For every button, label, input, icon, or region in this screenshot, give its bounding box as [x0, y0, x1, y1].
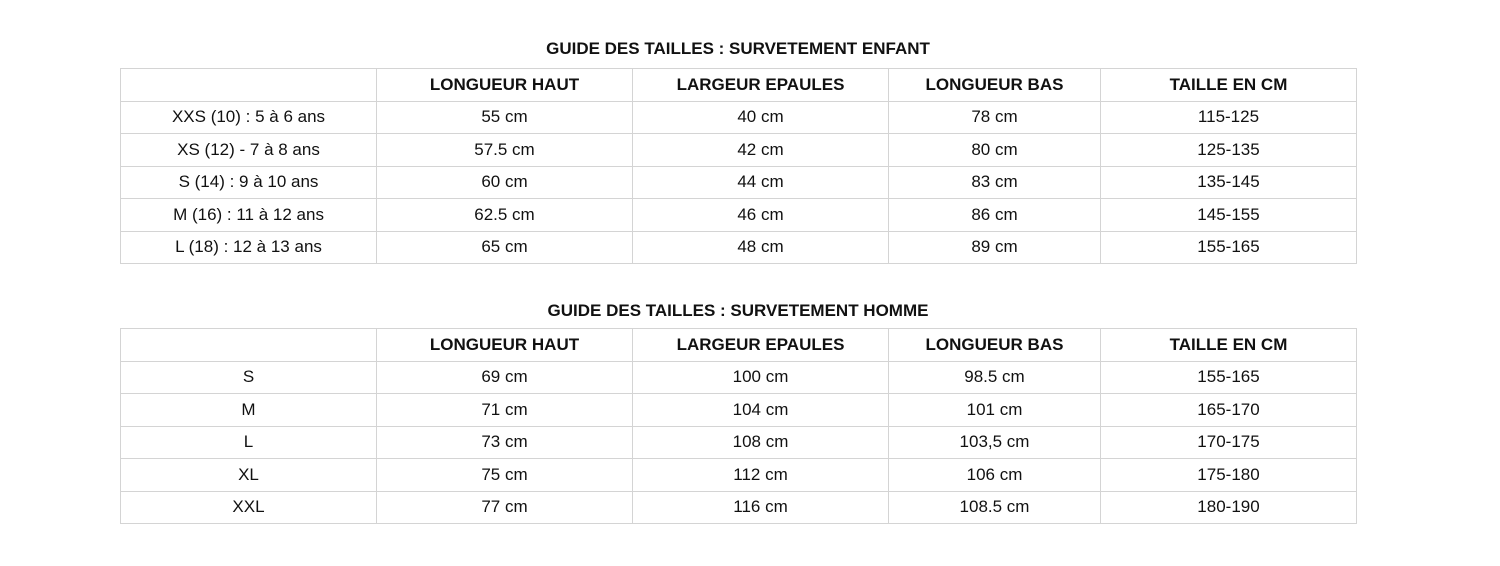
size-table-homme	[120, 328, 1357, 524]
size-label-cell: S	[121, 361, 377, 394]
table-row	[121, 166, 1357, 199]
table-row	[121, 101, 1357, 134]
value-cell: 69 cm	[377, 361, 633, 394]
value-cell: 115-125	[1101, 101, 1357, 134]
value-cell: 80 cm	[889, 134, 1101, 167]
table-row	[121, 394, 1357, 427]
size-label-cell: M (16) : 11 à 12 ans	[121, 199, 377, 232]
value-cell: 103,5 cm	[889, 426, 1101, 459]
value-cell: 71 cm	[377, 394, 633, 427]
value-cell: 98.5 cm	[889, 361, 1101, 394]
header-cell-largeur-epaules: LARGEUR EPAULES	[633, 329, 889, 362]
size-label-cell: XL	[121, 459, 377, 492]
value-cell: 175-180	[1101, 459, 1357, 492]
value-cell: 46 cm	[633, 199, 889, 232]
value-cell: 75 cm	[377, 459, 633, 492]
size-label-cell: XXL	[121, 491, 377, 524]
table-row	[121, 426, 1357, 459]
table-row	[121, 199, 1357, 232]
value-cell: 145-155	[1101, 199, 1357, 232]
value-cell: 73 cm	[377, 426, 633, 459]
value-cell: 86 cm	[889, 199, 1101, 232]
header-cell-empty	[121, 329, 377, 362]
header-cell-longueur-bas: LONGUEUR BAS	[889, 69, 1101, 102]
table-row	[121, 231, 1357, 264]
header-row	[121, 69, 1357, 102]
value-cell: 62.5 cm	[377, 199, 633, 232]
header-cell-taille-en-cm: TAILLE EN CM	[1101, 69, 1357, 102]
value-cell: 108 cm	[633, 426, 889, 459]
header-cell-longueur-haut: LONGUEUR HAUT	[377, 329, 633, 362]
value-cell: 112 cm	[633, 459, 889, 492]
value-cell: 60 cm	[377, 166, 633, 199]
value-cell: 89 cm	[889, 231, 1101, 264]
value-cell: 55 cm	[377, 101, 633, 134]
table-row	[121, 361, 1357, 394]
value-cell: 135-145	[1101, 166, 1357, 199]
value-cell: 106 cm	[889, 459, 1101, 492]
header-row	[121, 329, 1357, 362]
value-cell: 125-135	[1101, 134, 1357, 167]
size-label-cell: S (14) : 9 à 10 ans	[121, 166, 377, 199]
value-cell: 170-175	[1101, 426, 1357, 459]
size-label-cell: XXS (10) : 5 à 6 ans	[121, 101, 377, 134]
table-row	[121, 459, 1357, 492]
header-cell-longueur-haut: LONGUEUR HAUT	[377, 69, 633, 102]
header-cell-largeur-epaules: LARGEUR EPAULES	[633, 69, 889, 102]
table-row	[121, 491, 1357, 524]
table-title-enfant: GUIDE DES TAILLES : SURVETEMENT ENFANT	[546, 39, 930, 58]
value-cell: 104 cm	[633, 394, 889, 427]
value-cell: 83 cm	[889, 166, 1101, 199]
value-cell: 155-165	[1101, 361, 1357, 394]
value-cell: 77 cm	[377, 491, 633, 524]
value-cell: 40 cm	[633, 101, 889, 134]
value-cell: 101 cm	[889, 394, 1101, 427]
value-cell: 180-190	[1101, 491, 1357, 524]
value-cell: 155-165	[1101, 231, 1357, 264]
value-cell: 116 cm	[633, 491, 889, 524]
value-cell: 108.5 cm	[889, 491, 1101, 524]
table-row	[121, 134, 1357, 167]
size-table-enfant	[120, 68, 1357, 264]
header-cell-taille-en-cm: TAILLE EN CM	[1101, 329, 1357, 362]
size-label-cell: L (18) : 12 à 13 ans	[121, 231, 377, 264]
value-cell: 42 cm	[633, 134, 889, 167]
value-cell: 48 cm	[633, 231, 889, 264]
value-cell: 57.5 cm	[377, 134, 633, 167]
table-title-homme: GUIDE DES TAILLES : SURVETEMENT HOMME	[547, 301, 929, 320]
value-cell: 78 cm	[889, 101, 1101, 134]
size-label-cell: M	[121, 394, 377, 427]
value-cell: 44 cm	[633, 166, 889, 199]
value-cell: 65 cm	[377, 231, 633, 264]
value-cell: 100 cm	[633, 361, 889, 394]
value-cell: 165-170	[1101, 394, 1357, 427]
header-cell-empty	[121, 69, 377, 102]
size-label-cell: XS (12) - 7 à 8 ans	[121, 134, 377, 167]
size-label-cell: L	[121, 426, 377, 459]
header-cell-longueur-bas: LONGUEUR BAS	[889, 329, 1101, 362]
